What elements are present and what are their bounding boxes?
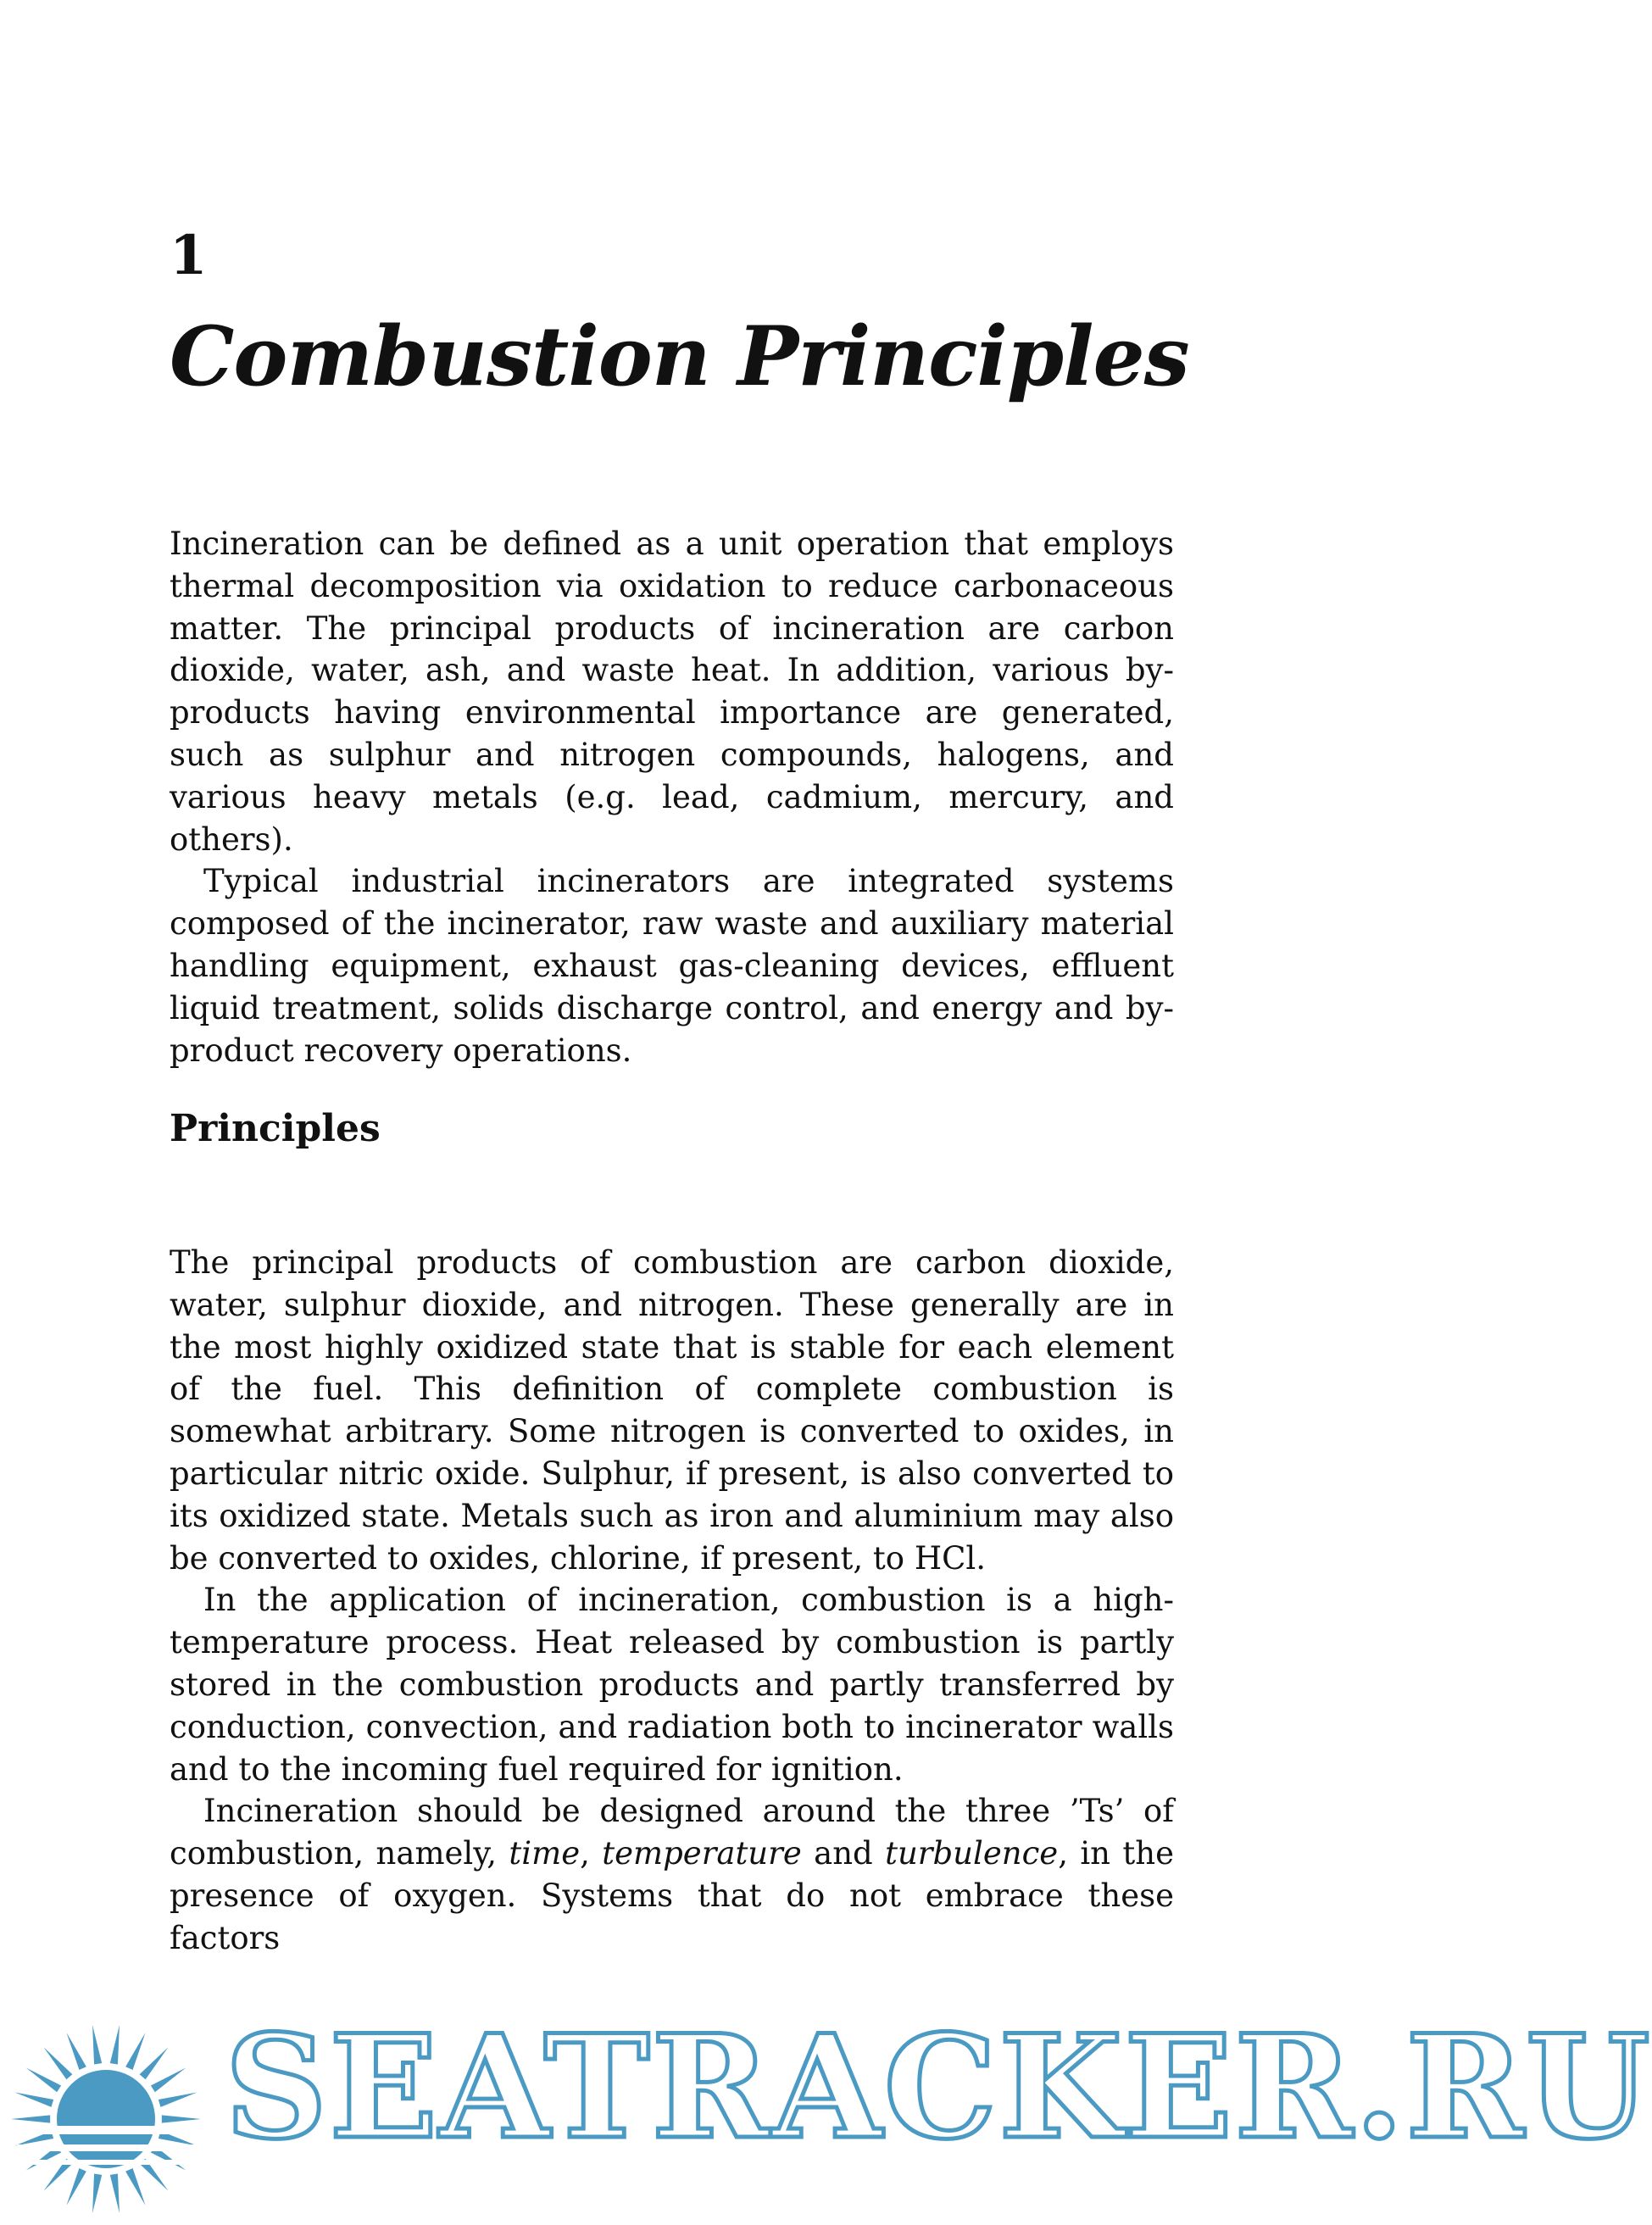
sun-ray: [66, 2168, 86, 2206]
sun-ray: [110, 2025, 120, 2064]
term-turbulence: turbulence: [885, 1835, 1059, 1872]
chapter-title: Combustion Principles: [170, 309, 1189, 404]
principles-paragraph-3: [170, 1790, 1174, 1959]
principles-paragraph-1: The principal products of combustion are carbon dioxide, water, sulphur dioxide, and nitrogen. These generally are in the most highly oxidized state that is stable for each element of the fuel. This definition of complete combustion is somewhat arbitrary. Some nitrogen is converted to oxides, in particular nitric oxide. Sulphur, if present, is also converted to its oxidized state. Metals such as iron and aluminium may also be converted to oxides, chlorine, if present, to HCl.: [170, 1244, 1174, 1577]
sun-ray: [92, 2025, 102, 2064]
sun-ray: [159, 2092, 197, 2106]
sun-ray: [26, 2067, 61, 2092]
sun-ray: [11, 2115, 50, 2122]
sun-disc: [57, 2070, 155, 2168]
sun-ray: [125, 2168, 145, 2206]
chapter-number: 1: [170, 224, 208, 287]
section-heading: Principles: [170, 1107, 381, 1150]
sun-ray: [125, 2033, 145, 2070]
sun-ray: [140, 2047, 169, 2079]
sun-ray: [44, 2047, 73, 2079]
term-time: time: [509, 1835, 581, 1872]
sun-ray: [66, 2033, 86, 2070]
term-separator-2: and: [801, 1835, 886, 1872]
horizon-cut: [17, 2126, 220, 2134]
intro-paragraph-2: Typical industrial incinerators are integrated systems composed of the incinerator, raw waste and auxiliary material handling equipment, exhaust gas-cleaning devices, effluent liquid treatment, solids discharge control, and energy and by-product recovery operations.: [170, 863, 1174, 1069]
horizon-cut-2: [17, 2144, 220, 2151]
term-separator-1: ,: [580, 1835, 603, 1872]
three-ts-intro: Incineration should be designed around the three ’Ts’ of combustion, namely,: [170, 1793, 1174, 1872]
intro-text: [170, 523, 1174, 1071]
sun-ray: [162, 2115, 201, 2122]
term-temperature: temperature: [602, 1835, 802, 1872]
intro-paragraph-1: Incineration can be defined as a unit operation that employs thermal decomposition via oxidation to reduce carbonaceous matter. The principal products of incineration are carbon dioxide, water, ash, and waste heat. In addition, various by-products having environmental importance are generated, such as sulphur and nitrogen compounds, halogens, and various heavy metals (e.g. lead, cadmium, mercury, and others).: [170, 526, 1174, 858]
three-ts-continuation: , in the presence of oxygen. Systems that do not embrace these factors: [170, 1835, 1174, 1956]
sun-ray: [110, 2174, 120, 2213]
sun-ray: [15, 2092, 54, 2106]
horizon-cut-3: [17, 2160, 220, 2165]
principles-paragraph-2: In the application of incineration, combustion is a high-temperature process. Heat released by combustion is partly stored in the combustion products and partly transferred by conduction, convection, and radiation both to incinerator walls and to the incoming fuel required for ignition.: [170, 1582, 1174, 1788]
principles-text: [170, 1242, 1174, 1960]
sun-ray: [151, 2067, 186, 2092]
sun-ray: [92, 2174, 102, 2213]
watermark-text: SEATRACKER.RU: [225, 2003, 1652, 2171]
